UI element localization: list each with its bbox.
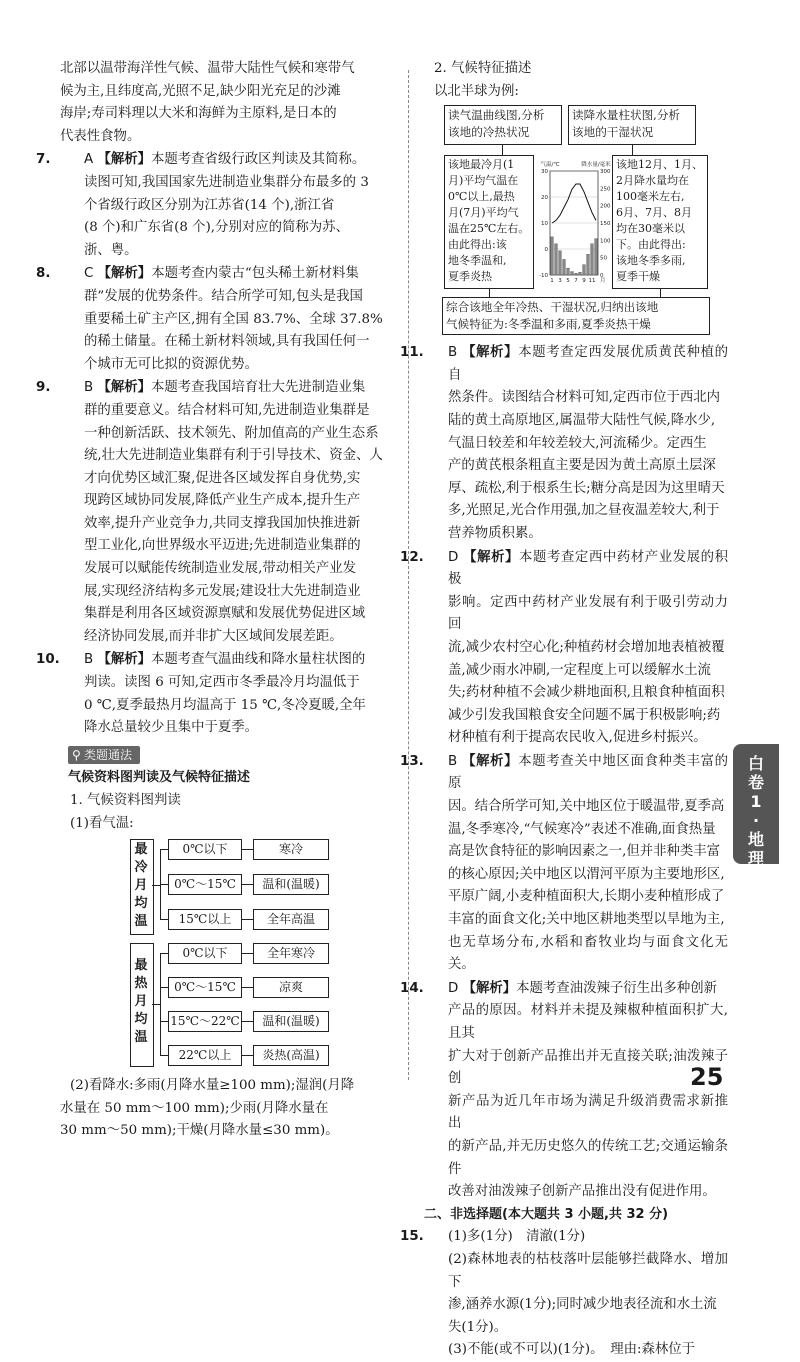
text-line: 个省级行政区分别为江苏省(14 个),浙江省 (84, 197, 335, 213)
hottest-month-diagram (130, 943, 360, 1071)
text-line: 统,壮大先进制造业集群有利于引导技术、资金、人 (84, 448, 383, 464)
precip-bar (551, 237, 554, 275)
text-line: 本题考查省级行政区判读及其简称。 (151, 152, 366, 168)
left-tick-label: 10 (541, 221, 548, 228)
right-tick-label: 100 (600, 238, 611, 245)
connector (160, 849, 168, 850)
text-line: 本题考查定西发展优质黄芪种植的自 (448, 345, 729, 383)
text-line: 的核心原因;关中地区以渭河平原为主要地形区, (448, 866, 725, 882)
subsection-title: 2. 气候特征描述 (434, 61, 532, 76)
question-10 (36, 648, 392, 739)
text-line: 个城市无可比拟的资源优势。 (84, 356, 259, 372)
analysis-tag: 【解析】 (462, 752, 519, 769)
text-line: 0 ℃,夏季最热月均温高于 15 ℃,冬冷夏暖,全年 (84, 697, 366, 713)
text-line: 经济协同发展,而并非扩大区域间发展差距。 (84, 628, 343, 644)
connector (632, 145, 633, 155)
text-line: 盖,减少雨水冲刷,一定程度上可以缓解水土流 (448, 662, 711, 678)
connector (160, 919, 168, 920)
tab-char: 1 (750, 792, 762, 811)
answer-letter: B (84, 380, 94, 396)
temp-answer-box: 该地最冷月(1 月)平均气温在 0℃以上,最热 月(7月)平均气 温在25℃左右。 由此得出:该 地冬季温和, 夏季炎热 (444, 155, 534, 289)
precip-bar (559, 251, 562, 275)
connector (152, 885, 160, 886)
text-line: 多,光照足,光合作用强,加之昼夜温差较大,利于 (448, 503, 720, 519)
text-line: 的稀土储量。在稀土新材料领域,具有我国任何一 (84, 334, 370, 350)
connector (241, 884, 253, 885)
section-side-tab (733, 744, 779, 868)
text-line: 现跨区域协同发展,降低产业生产成本,提升生产 (84, 493, 361, 509)
connector (241, 849, 253, 850)
question-number: 11. (400, 345, 424, 361)
connector (160, 1055, 168, 1056)
connector (160, 1021, 168, 1022)
precip-bar (583, 265, 586, 275)
text-line: 判读。读图 6 可知,定西市冬季最冷月均温低于 (84, 675, 360, 691)
text-line: 读图可知,我国国家先进制造业集群分布最多的 3 (84, 174, 369, 190)
precip-bar (587, 254, 590, 275)
method-section-tag (68, 746, 140, 764)
left-axis-label: 气温/℃ (540, 162, 560, 169)
question-7 (36, 148, 392, 262)
x-axis-label: 月 (600, 278, 606, 285)
diagram-label: 最 冷 月 均 温 (134, 842, 148, 930)
text-line: 本题考查关中地区面食种类丰富的原 (448, 753, 729, 792)
tab-char: 卷 (747, 773, 764, 792)
text-line: 失(1分)。 (448, 1319, 508, 1335)
summary-box: 综合该地全年冷热、干湿状况,归纳出该地 气候特征为:冬季温和多雨,夏季炎热干燥 (442, 297, 710, 335)
text-line: 失;药材种植不会减少耕地面积,且粮食种植面积 (448, 685, 725, 701)
section-title: 气候资料图判读及气候特征描述 (68, 770, 251, 786)
text-line: 候为主,且纬度高,光照不足,缺少阳光充足的沙滩 (60, 83, 341, 99)
page-number: 25 (690, 1063, 724, 1091)
text-line: 效率,提升产业竞争力,共同支撑我国加快推进新 (84, 515, 361, 531)
climate-chart (536, 157, 612, 289)
desc-box: 炎热(高温) (253, 1045, 329, 1066)
desc-box: 温和(温暖) (253, 874, 329, 895)
question-9 (36, 376, 392, 648)
rain-answer-box: 该地12月、1月、 2月降水量均在 100毫米左右, 6月、7月、8月 均在30毫米以 下。由此得出: 该地冬季多雨, 夏季干燥 (612, 155, 708, 289)
question-8 (36, 262, 392, 376)
connector (241, 919, 253, 920)
connector (502, 145, 503, 155)
precip-bar (591, 244, 594, 275)
text-line: (8 个)和广东省(8 个),分别对应的简称为苏、 (84, 220, 349, 236)
text-line: 新产品为近几年市场为满足升级消费需求新推出 (448, 1093, 728, 1132)
desc-box: 全年寒冷 (253, 943, 329, 964)
text-line: 气温日较差和年较差较大,河流稀少。定西生 (448, 435, 707, 451)
analysis-tag: 【解析】 (97, 265, 152, 282)
precip-bar (563, 260, 566, 276)
question-number: 7. (36, 152, 51, 168)
text-line: (2)看降水:多雨(月降水量≥100 mm);湿润(月降 (70, 1078, 355, 1094)
connector (152, 1004, 160, 1005)
question-11 (400, 341, 729, 545)
left-tick-label: 30 (541, 169, 548, 176)
answer-letter: B (84, 652, 94, 668)
text-line: 因。结合所学可知,关中地区位于暖温带,夏季高 (448, 799, 725, 815)
text-line: 重要稀土矿主产区,拥有全国 83.7%、全球 37.8% (84, 311, 383, 327)
precip-bar (567, 268, 570, 275)
range-box: 15℃以上 (168, 909, 242, 930)
question-12 (400, 546, 729, 750)
precip-bar (579, 272, 582, 275)
question-number: 8. (36, 266, 51, 282)
text-line: 材种植有利于提高农民收入,促进乡村振兴。 (448, 730, 707, 746)
right-column (400, 58, 729, 1362)
left-column (36, 58, 392, 1143)
question-number: 12. (400, 549, 424, 565)
temp-question-box: 读气温曲线图,分析 该地的冷热状况 (444, 105, 562, 145)
answer-letter: D (448, 980, 459, 996)
text-line: 集群是利用各区域资源禀赋和发展优势促进区域 (84, 606, 366, 622)
analysis-tag: 【解析】 (97, 651, 152, 668)
question-15 (400, 1226, 728, 1362)
temperature-line (552, 184, 596, 223)
precipitation-criteria (60, 1075, 392, 1143)
text-line: 本题考查气温曲线和降水量柱状图的 (151, 652, 366, 668)
connector (241, 987, 253, 988)
connector (160, 953, 168, 954)
text-line: 代表性食物。 (60, 128, 141, 144)
connector (160, 987, 168, 988)
text-line: 才向优势区域汇聚,促进各区域发挥自身优势,实 (84, 470, 361, 486)
diagram-label: 最 热 月 均 温 (134, 958, 148, 1046)
analysis-tag: 【解析】 (462, 344, 519, 361)
text-line: 一种创新活跃、技术领先、附加值高的产业生态系 (84, 425, 379, 441)
text-line: 浙、粤。 (84, 242, 138, 258)
rain-question-box: 读降水量柱状图,分析 该地的干湿状况 (568, 105, 696, 145)
connector (160, 884, 168, 885)
text-line: 本题考查定西中药材产业发展的积极 (448, 549, 729, 588)
coldest-month-diagram (130, 839, 360, 935)
question-14 (400, 977, 728, 1204)
range-box: 0℃以下 (168, 943, 242, 964)
x-tick-label: 1 (550, 278, 554, 285)
section-tag-label: 类题通法 (84, 747, 133, 762)
precip-bar (575, 273, 578, 275)
right-tick-label: 0 (600, 273, 604, 280)
text-line: 温,冬季寒冷,“气候寒冷”表述不准确,面食热量 (448, 821, 716, 837)
right-tick-label: 50 (600, 255, 607, 262)
connector (160, 953, 161, 1055)
desc-box: 凉爽 (253, 977, 329, 998)
text-line: 海岸;寿司料理以大米和海鲜为主原料,是日本的 (60, 106, 337, 122)
answer-letter: A (84, 152, 94, 168)
answer-letter: B (448, 753, 458, 769)
text-line: 产品的原因。材料并未提及辣椒种植面积扩大,且其 (448, 1003, 728, 1041)
tab-char: 地 (747, 830, 764, 849)
text-line: 厚、疏松,利于根系生长;糖分高是因为这里晴天 (448, 480, 725, 496)
right-tick-label: 300 (600, 169, 611, 176)
range-box: 0℃～15℃ (168, 874, 242, 895)
text-line: 本题考查内蒙古“包头稀土新材料集 (151, 266, 359, 282)
answer-letter: B (448, 345, 458, 361)
connector (241, 1055, 253, 1056)
question-number: 14. (400, 980, 424, 996)
subsection-item: (1)看气温: (70, 815, 134, 831)
text-line: 产的黄芪根条粗直主要是因为黄土高原土层深 (448, 458, 716, 474)
text-line: 陆的黄土高原地区,属温带大陆性气候,降水少, (448, 412, 716, 428)
text-line: 高是饮食特征的影响因素之一,但并非种类丰富 (448, 844, 721, 860)
text-line: 发展可以赋能传统制造业发展,带动相关产业发 (84, 561, 357, 577)
text-line: 北部以温带海洋性气候、温带大陆性气候和寒带气 (60, 61, 355, 76)
answer-letter: C (84, 266, 94, 282)
text-line: 群”发展的优势条件。结合所学可知,包头是我国 (84, 288, 363, 304)
text-line: 扩大对于创新产品推出并无直接关联;油泼辣子创 (448, 1048, 728, 1087)
text-line: (2)森林地表的枯枝落叶层能够拦截降水、增加下 (448, 1251, 728, 1290)
analysis-tag: 【解析】 (463, 548, 520, 565)
text-line: (3)不能(或不可以)(1分)。 理由:森林位于 (448, 1342, 696, 1358)
key-icon: ⚲ (72, 747, 81, 762)
connector (241, 1021, 253, 1022)
x-tick-label: 9 (582, 278, 586, 285)
text-line: 平原广阔,小麦种植面积大,长期小麦种植形成了 (448, 889, 725, 905)
x-tick-label: 7 (574, 278, 578, 285)
text-line: 也无草场分布,水稻和畜牧业均与面食文化无关。 (448, 934, 728, 973)
text-line: 营养物质积累。 (448, 525, 542, 541)
left-tick-label: 20 (541, 195, 548, 202)
tab-char: 白 (747, 754, 764, 773)
desc-box: 温和(温暖) (253, 1011, 329, 1032)
right-tick-label: 200 (600, 203, 611, 210)
right-tick-label: 150 (600, 221, 611, 228)
left-tick-label: 0 (544, 247, 548, 254)
question-13 (400, 750, 729, 977)
connector (660, 289, 661, 297)
left-tick-label: -10 (539, 273, 548, 280)
precip-bar (595, 239, 598, 275)
answer-letter: D (448, 549, 459, 565)
text-line: 本题考查我国培育壮大先进制造业集 (151, 380, 366, 396)
text-line: 改善对油泼辣子创新产品推出没有促进作用。 (448, 1184, 716, 1200)
question-number: 9. (36, 380, 51, 396)
text-line: (1)多(1分) 清澈(1分) (448, 1229, 586, 1245)
text-line: 降水总量较少且集中于夏季。 (84, 720, 259, 736)
desc-box: 寒冷 (253, 839, 329, 860)
text-line: 渗,涵养水源(1分);同时减少地表径流和水土流 (448, 1297, 717, 1313)
text-line: 水量在 50 mm～100 mm);少雨(月降水量在 (60, 1100, 329, 1116)
subsection-title: 1. 气候资料图判读 (70, 793, 181, 808)
column-divider (408, 70, 409, 1080)
text-line: 减少引发我国粮食安全问题不属于积极影响;药 (448, 707, 721, 723)
text-line: 丰富的面食文化;关中地区耕地类型以旱地为主, (448, 912, 725, 928)
analysis-tag: 【解析】 (97, 379, 152, 396)
intro-paragraph (60, 58, 392, 148)
subsection-item: 以北半球为例: (434, 83, 519, 99)
connector (241, 953, 253, 954)
analysis-tag: 【解析】 (462, 979, 517, 996)
right-tick-label: 250 (600, 186, 611, 193)
precip-bar (571, 272, 574, 275)
text-line: 展,实现经济结构多元发展;建设壮大先进制造业 (84, 583, 361, 599)
question-number: 15. (400, 1229, 424, 1245)
desc-box: 全年高温 (253, 909, 329, 930)
text-line: 的新产品,并无历史悠久的传统工艺;交通运输条件 (448, 1138, 728, 1177)
range-box: 0℃～15℃ (168, 977, 242, 998)
x-tick-label: 3 (558, 278, 562, 285)
question-number: 10. (36, 652, 60, 668)
part-two-heading: 二、非选择题(本大题共 3 小题,共 32 分) (424, 1206, 669, 1222)
tab-char: 理 (747, 849, 764, 868)
text-line: 本题考查油泼辣子衍生出多种创新 (516, 980, 717, 996)
x-tick-label: 11 (588, 278, 596, 285)
text-line: 流,减少农村空心化;种植药材会增加地表植被覆 (448, 639, 725, 655)
climate-feature-diagram (424, 105, 728, 331)
range-box: 15℃～22℃ (168, 1011, 242, 1032)
text-line: 群的重要意义。结合材料可知,先进制造业集群是 (84, 402, 370, 418)
question-number: 13. (400, 753, 424, 769)
text-line: 然条件。读图结合材料可知,定西市位于西北内 (448, 390, 721, 406)
x-tick-label: 5 (566, 278, 570, 285)
tab-char: · (752, 811, 760, 830)
analysis-tag: 【解析】 (97, 151, 151, 168)
precip-bar (555, 244, 558, 275)
text-line: 30 mm～50 mm);干燥(月降水量≤30 mm)。 (60, 1123, 339, 1139)
text-line: 型工业化,向世界级水平迈进;先进制造业集群的 (84, 538, 361, 554)
text-line: 影响。定西中药材产业发展有利于吸引劳动力回 (448, 594, 728, 633)
range-box: 22℃以上 (168, 1045, 242, 1066)
range-box: 0℃以下 (168, 839, 242, 860)
right-axis-label: 降水量/毫米 (581, 162, 611, 169)
connector (489, 289, 490, 297)
